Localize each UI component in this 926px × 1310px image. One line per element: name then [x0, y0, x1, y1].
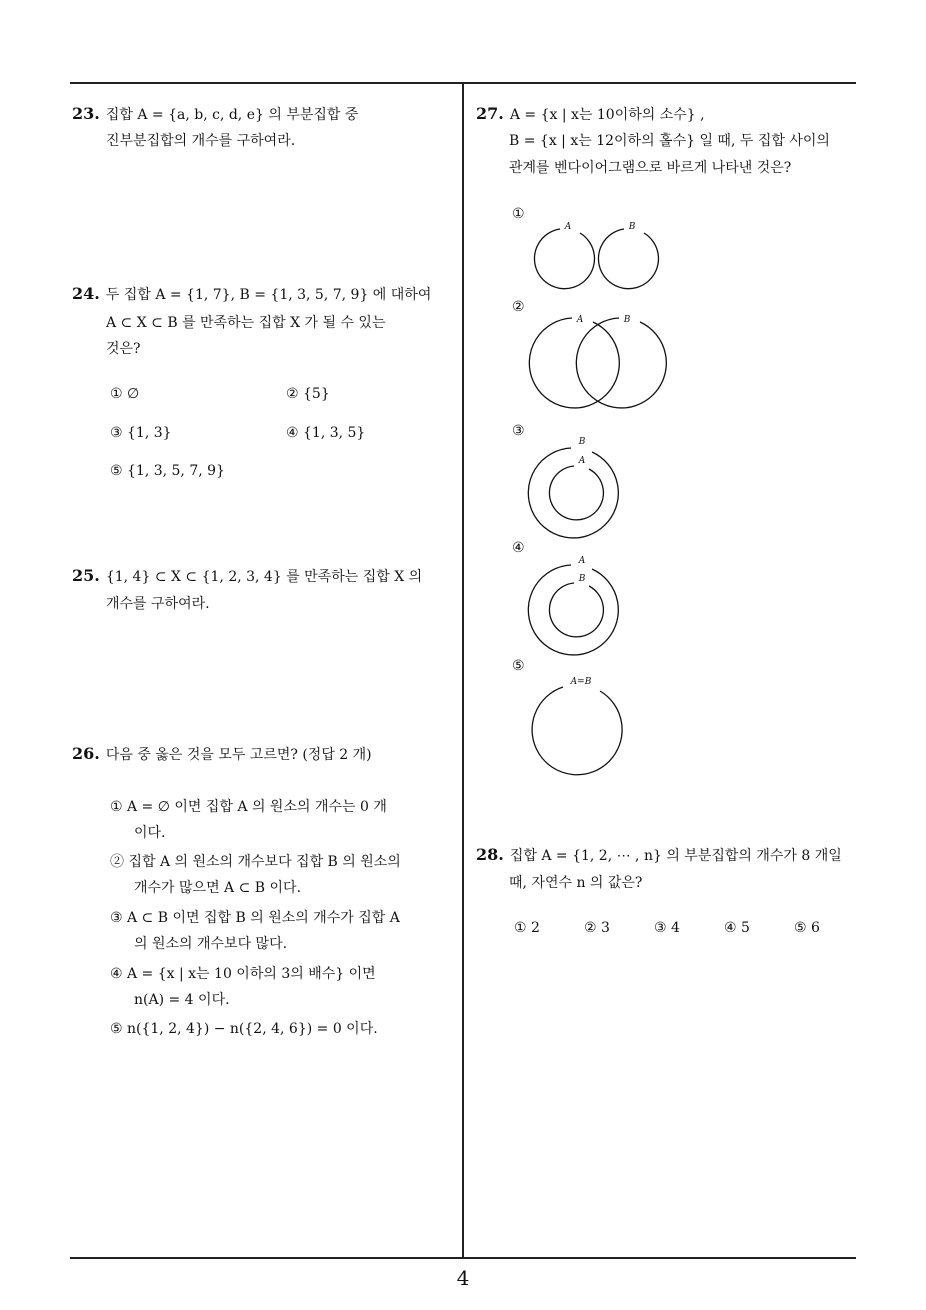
d1-label-b: B [628, 222, 636, 232]
bottom-rule [70, 1257, 856, 1259]
q25-line2: 개수를 구하여라. [106, 596, 210, 612]
q28-line2: 때, 자연수 n 의 값은? [509, 875, 643, 891]
d1-circle-b [598, 229, 658, 289]
q26-option-5[interactable] [110, 1018, 378, 1038]
d4-label-inner: B [578, 574, 586, 584]
q27-option-2-mark[interactable]: ② [512, 299, 525, 315]
q28-option-5[interactable]: ⑤ 6 [794, 920, 820, 936]
q24-line1 [72, 284, 431, 304]
q27-line3: 관계를 벤다이어그램으로 바르게 나타낸 것은? [509, 160, 792, 176]
page-number: 4 [456, 1266, 470, 1290]
q27-text1: A = {x | x는 10이하의 소수} , [509, 107, 705, 123]
q26-option-3-line1: ③ A ⊂ B 이면 집합 B 의 원소의 개수가 집합 A [110, 910, 400, 926]
q24-option-5[interactable]: ⑤ {1, 3, 5, 7, 9} [110, 463, 225, 479]
q24-option-3[interactable]: ③ {1, 3} [110, 425, 172, 441]
q27-line2: B = {x | x는 12이하의 홀수} 일 때, 두 집합 사이의 [509, 133, 830, 149]
q26-option-1-line2: 이다. [134, 825, 166, 841]
column-divider [462, 84, 464, 1258]
q24-text1: 두 집합 A = {1, 7}, B = {1, 3, 5, 7, 9} 에 대하여 [105, 287, 432, 303]
d5-circle [532, 687, 622, 775]
q25-line1 [72, 566, 422, 586]
q26-option-1[interactable] [110, 796, 387, 842]
q25-number: 25. [72, 566, 100, 585]
q26-option-4-line2: n(A) = 4 이다. [134, 992, 230, 1008]
d2-circle-a [529, 318, 619, 408]
q25-text1: {1, 4} ⊂ X ⊂ {1, 2, 3, 4} 를 만족하는 집합 X 의 [105, 569, 423, 585]
d4-label-outer: A [578, 556, 586, 566]
q28-option-1[interactable]: ① 2 [514, 920, 540, 936]
q26-line1 [72, 744, 372, 764]
q28-option-3[interactable]: ③ 4 [654, 920, 680, 936]
q26-option-3[interactable] [110, 907, 400, 953]
q26-number: 26. [72, 744, 100, 763]
q24-line2: A ⊂ X ⊂ B 를 만족하는 집합 X 가 될 수 있는 [106, 315, 386, 331]
d3-label-inner: A [578, 456, 586, 466]
q27-option-1-mark[interactable]: ① [512, 206, 525, 222]
q24-line3: 것은? [106, 341, 141, 357]
d2-circle-b [576, 318, 666, 408]
q26-option-2[interactable] [110, 851, 401, 897]
q27-line1 [476, 104, 705, 124]
q27-option-3-mark[interactable]: ③ [512, 423, 525, 439]
q28-line1 [476, 845, 842, 865]
q27-option-4-mark[interactable]: ④ [512, 540, 525, 556]
d3-label-outer: B [578, 437, 586, 447]
d3-circle-outer [528, 448, 618, 538]
q28-text1: 집합 A = {1, 2, ⋯ , n} 의 부분집합의 개수가 8 개일 [509, 848, 842, 864]
q27-number: 27. [476, 104, 504, 123]
d2-label-b: B [623, 315, 631, 325]
q26-option-4-line1: ④ A = {x | x는 10 이하의 3의 배수} 이면 [110, 966, 376, 982]
q24-number: 24. [72, 284, 100, 303]
q23-number: 23. [72, 104, 100, 123]
d4-circle-inner [549, 583, 603, 637]
q26-option-2-line1: ② 집합 A 의 원소의 개수보다 집합 B 의 원소의 [110, 854, 401, 870]
d2-label-a: A [576, 315, 584, 325]
q23-line1 [72, 104, 358, 124]
q28-number: 28. [476, 845, 504, 864]
q26-option-2-line2: 개수가 많으면 A ⊂ B 이다. [134, 880, 302, 896]
q24-option-2[interactable]: ② {5} [286, 386, 330, 402]
q26-text1: 다음 중 옳은 것을 모두 고르면? (정답 2 개) [105, 747, 372, 763]
d1-label-a: A [564, 222, 572, 232]
d1-circle-a [534, 229, 594, 289]
q28-option-4[interactable]: ④ 5 [724, 920, 750, 936]
q26-option-1-line1: ① A = ∅ 이면 집합 A 의 원소의 개수는 0 개 [110, 799, 387, 815]
q26-option-4[interactable] [110, 963, 376, 1009]
q26-option-3-line2: 의 원소의 개수보다 많다. [134, 936, 288, 952]
q27-option-5-mark[interactable]: ⑤ [512, 658, 525, 674]
q27-venn-diagrams [520, 210, 690, 780]
d5-label: A=B [570, 677, 592, 687]
q24-option-1[interactable]: ① ∅ [110, 386, 140, 402]
q23-line2: 진부분집합의 개수를 구하여라. [106, 133, 296, 149]
q23-text1: 집합 A = {a, b, c, d, e} 의 부분집합 중 [105, 107, 359, 123]
d3-circle-inner [549, 466, 603, 520]
q26-option-5-line1: ⑤ n({1, 2, 4}) − n({2, 4, 6}) = 0 이다. [110, 1021, 378, 1037]
d4-circle-outer [528, 565, 618, 655]
q28-option-2[interactable]: ② 3 [584, 920, 610, 936]
q24-option-4[interactable]: ④ {1, 3, 5} [286, 425, 366, 441]
